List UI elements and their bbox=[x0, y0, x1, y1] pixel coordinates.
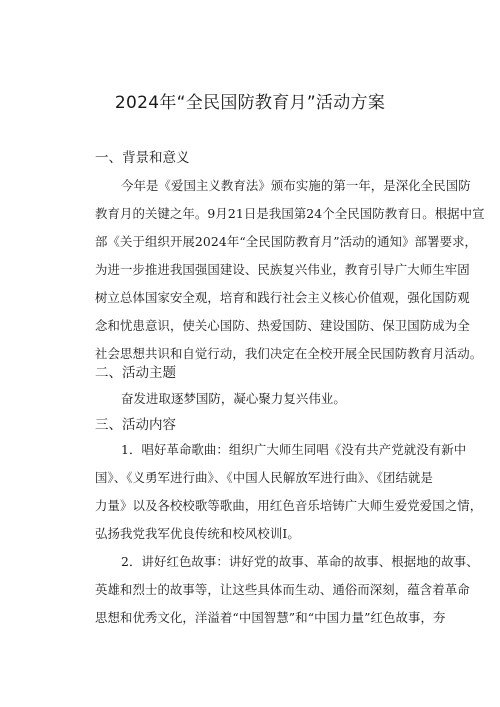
paragraph-line: 社会思想共识和自觉行动，我们决定在全校开展全民国防教育月活动。 bbox=[95, 346, 483, 361]
paragraph-line: 力量》以及各校校歌等歌曲，用红色音乐培铸广大师生爱党爱国之情， bbox=[95, 498, 483, 513]
activity-item-2 bbox=[95, 548, 479, 632]
paragraph-line: 树立总体国家安全观，培育和践行社会主义核心价值观，强化国防观 bbox=[95, 290, 470, 305]
paragraph-line: 1．唱好革命歌曲：组织广大师生同唱《没有共产党就没有新中 bbox=[121, 442, 467, 457]
section-heading-theme: 二、活动主题 bbox=[95, 365, 176, 381]
paragraph-line: 弘扬我党我军优良传统和校风校训Ⅰ。 bbox=[95, 526, 300, 541]
activity-item-1 bbox=[95, 436, 483, 548]
section-heading-content: 三、活动内容 bbox=[95, 417, 176, 433]
paragraph-line: 思想和优秀文化，洋溢着“中国智慧”和“中国力量”红色故事，夯 bbox=[95, 610, 446, 625]
paragraph-line: 2．讲好红色故事：讲好党的故事、革命的故事、根据地的故事、 bbox=[121, 554, 479, 569]
paragraph-line: 国》、《义勇军进行曲》、《中国人民解放军进行曲》、《团结就是 bbox=[95, 470, 433, 485]
paragraph-line: 部《关于组织开展2024年“全民国防教育月”活动的通知》部署要求， bbox=[95, 234, 478, 249]
paragraph-line: 今年是《爱国主义教育法》颁布实施的第一年，是深化全民国防 bbox=[121, 178, 471, 193]
paragraph-line: 为进一步推进我国强国建设、民族复兴伟业，教育引导广大师生牢固 bbox=[95, 262, 470, 277]
paragraph-line: 教育月的关键之年。9月21日是我国第24个全民国防教育日。根据中宣 bbox=[95, 206, 485, 221]
paragraph-line: 奋发进取逐梦国防，凝心聚力复兴伟业。 bbox=[121, 391, 346, 406]
paragraph-line: 英雄和烈士的故事等，让这些具体而生动、通俗而深刻，蕴含着革命 bbox=[95, 582, 470, 597]
section-paragraph-background bbox=[95, 172, 485, 368]
document-title: 2024年“全民国防教育月”活动方案 bbox=[114, 93, 386, 113]
section-paragraph-theme bbox=[95, 385, 433, 413]
paragraph-line: 念和忧患意识，使关心国防、热爱国防、建设国防、保卫国防成为全 bbox=[95, 318, 470, 333]
section-heading-background: 一、背景和意义 bbox=[95, 150, 190, 166]
